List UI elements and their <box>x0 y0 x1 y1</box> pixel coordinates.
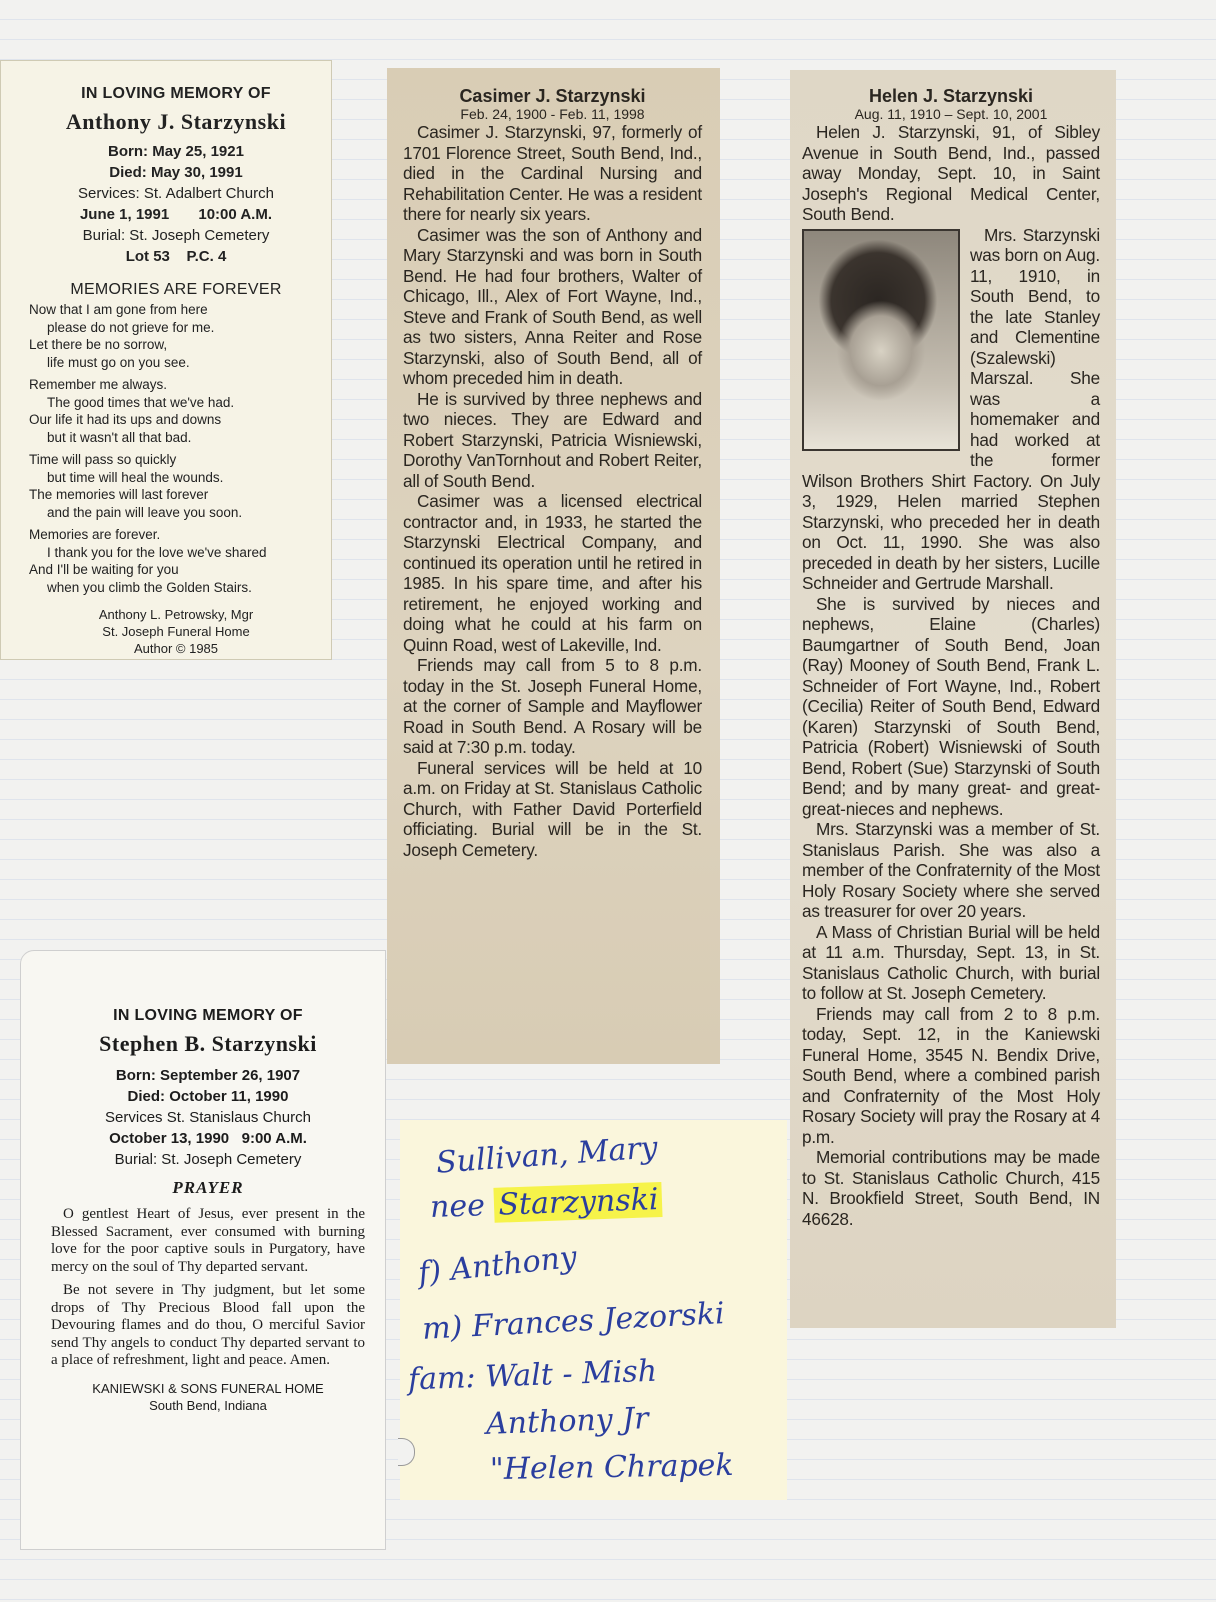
paragraph: Funeral services will be held at 10 a.m. on Friday at St. Stanislaus Catholic Church, with Father David Porterfield officiating. Burial will be in the St. Joseph Cemetery. <box>403 757 702 860</box>
paragraph: Casimer J. Starzynski, 97, formerly of 1701 Florence Street, South Bend, Ind., died in the Cardinal Nursing and Rehabilitation Center. He was a resident there for nearly six years. <box>403 122 702 224</box>
paragraph: A Mass of Christian Burial will be held at 11 a.m. Thursday, Sept. 13, in St. Stanislaus Catholic Church, with burial to follow at St. Joseph Cemetery. <box>802 921 1100 1003</box>
services: Services: St. Adalbert Church <box>78 185 274 202</box>
poem-line: life must go on you see. <box>47 354 190 370</box>
born-date: Born: May 25, 1921 <box>108 143 244 160</box>
poem-line: Memories are forever. <box>29 527 161 542</box>
paragraph: He is survived by three nephews and two nieces. They are Edward and Robert Starzynski, Patricia Wisniewski, Dorothy VanTornhout and Robert Reiter, all of South Bend. <box>403 388 702 491</box>
obituary-title: Helen J. Starzynski <box>868 86 1034 106</box>
paragraph: Casimer was the son of Anthony and Mary Starzynski and was born in South Bend. He had four brothers, Walter of Chicago, Ill., Alex of Fort Wayne, Ind., Steve and Frank of South Bend, as well as two sisters, Anna Reiter and Rose Starzynski, also of South Bend, all of whom preceded him in death. <box>403 224 702 388</box>
paragraph: Mrs. Starzynski was born on Aug. 11, 1910, in South Bend, to the late Stanley and Clementine (Szalewski) Marszal. She was a homemaker and had worked at the former Wilson Brothers Shirt Factory. On July 3, 1929, Helen married Stephen Starzynski, who preceded her in death on Oct. 11, 1990. She was also preceded in death by her sisters, Lucille Schneider and Gertrude Marshall. <box>802 224 1100 593</box>
paragraph: Helen J. Starzynski, 91, of Sibley Avenue in South Bend, Ind., passed away Monday, Sept. 10, in Saint Joseph's Regional Medical Center, South Bend. <box>802 122 1100 224</box>
poem-line: The memories will last forever <box>29 487 209 502</box>
poem-line: please do not grieve for me. <box>47 319 215 335</box>
deceased-name: Anthony J. Starzynski <box>65 109 287 134</box>
poem-line: And I'll be waiting for you <box>29 562 179 577</box>
prayer-title: PRAYER <box>172 1178 244 1197</box>
signature <box>29 606 323 657</box>
prayer-text <box>51 1206 365 1370</box>
funeral-home <box>51 1380 365 1414</box>
card-heading: IN LOVING MEMORY OF <box>81 85 271 102</box>
obituary-body <box>802 122 1100 1229</box>
poem-line: but it wasn't all that bad. <box>47 429 192 445</box>
service-time: June 1, 1991 10:00 A.M. <box>79 206 273 223</box>
sig-line: Anthony L. Petrowsky, Mgr <box>98 607 254 622</box>
obituary-dates: Aug. 11, 1910 – Sept. 10, 2001 <box>854 106 1048 122</box>
obituary-helen <box>790 70 1116 1328</box>
note-line <box>429 1182 663 1225</box>
died-date: Died: May 30, 1991 <box>109 164 243 181</box>
highlighted-surname: Starzynski <box>494 1182 663 1223</box>
note-word: nee <box>429 1188 486 1226</box>
funeral-home-name: KANIEWSKI & SONS FUNERAL HOME <box>92 1380 324 1396</box>
died-date: Died: October 11, 1990 <box>127 1088 289 1105</box>
note-line: f) Anthony <box>416 1239 579 1292</box>
note-line: m) Frances Jezorski <box>421 1296 726 1347</box>
lot: Lot 53 P.C. 4 <box>125 248 227 265</box>
poem-line: and the pain will leave you soon. <box>47 504 243 520</box>
poem-line: Now that I am gone from here <box>29 302 208 317</box>
paragraph: She is survived by nieces and nephews, Elaine (Charles) Baumgartner of South Bend, Joan (Ray) Mooney of South Bend, Frank L. Schneider of Fort Wayne, Ind., Robert (Cecilia) Reiter of South Bend, Edward (Karen) Starzynski of South Bend, Patricia (Robert) Wisniewski of South Bend, Robert (Sue) Starzynski of South Bend; and by many great- and great-great-nieces and nephews. <box>802 593 1100 819</box>
prayer-paragraph: Be not severe in Thy judgment, but let some drops of Thy Precious Blood fall upon the Devouring flames and do thou, O merciful Savior send Thy angels to conduct Thy departed servant to a place of refreshment, light and peace. Amen. <box>51 1282 365 1368</box>
born-date: Born: September 26, 1907 <box>115 1067 301 1084</box>
sig-line: Author © 1985 <box>133 641 219 656</box>
note-notch <box>398 1438 415 1466</box>
funeral-home-city: South Bend, Indiana <box>149 1397 267 1413</box>
poem-line: Remember me always. <box>29 377 168 392</box>
poem <box>29 301 323 596</box>
note-line: Sullivan, Mary <box>435 1130 659 1181</box>
deceased-name: Stephen B. Starzynski <box>99 1031 317 1056</box>
poem-line: Let there be no sorrow, <box>29 337 168 352</box>
note-line: "Helen Chrapek <box>489 1447 734 1488</box>
note-line: Anthony Jr <box>485 1401 650 1442</box>
paragraph: Mrs. Starzynski was a member of St. Stanislaus Parish. She was also a member of the Confraternity of the Most Holy Rosary Society where she served as treasurer for over 20 years. <box>802 819 1100 921</box>
poem-line: but time will heal the wounds. <box>47 469 224 485</box>
obituary-body <box>403 122 702 860</box>
obituary-dates: Feb. 24, 1900 - Feb. 11, 1998 <box>460 106 645 122</box>
note-line: fam: Walt - Mish <box>407 1353 658 1398</box>
obituary-title: Casimer J. Starzynski <box>459 86 646 106</box>
handwritten-note <box>400 1120 787 1500</box>
memorial-card-anthony <box>0 60 332 660</box>
paragraph: Friends may call from 5 to 8 p.m. today in the St. Joseph Funeral Home, at the corner of Sample and Mayflower Road in South Bend. A Rosary will be said at 7:30 p.m. today. <box>403 655 702 757</box>
burial: Burial: St. Joseph Cemetery <box>82 227 270 244</box>
paragraph: Memorial contributions may be made to St. Stanislaus Catholic Church, 415 N. Brookfield Street, South Bend, IN 46628. <box>802 1147 1100 1229</box>
portrait-photo <box>802 229 960 451</box>
prayer-paragraph: O gentlest Heart of Jesus, ever present in the Blessed Sacrament, ever consumed with burning love for the poor captive souls in Purgatory, have mercy on the soul of Thy departed servant. <box>51 1206 365 1275</box>
poem-title: MEMORIES ARE FOREVER <box>70 281 282 298</box>
poem-line: Our life it had its ups and downs <box>29 412 222 427</box>
poem-line: when you climb the Golden Stairs. <box>47 579 252 595</box>
paragraph: Casimer was a licensed electrical contractor and, in 1933, he started the Starzynski Electrical Company, and continued its operation until he retired in 1985. In his spare time, and after his retirement, he enjoyed working and doing what he could at his farm on Quinn Road, west of Lakeville, Ind. <box>403 491 702 655</box>
poem-line: Time will pass so quickly <box>29 452 177 467</box>
service-time: October 13, 1990 9:00 A.M. <box>109 1130 307 1147</box>
memorial-card-stephen <box>20 950 386 1550</box>
paragraph: Friends may call from 2 to 8 p.m. today, Sept. 12, in the Kaniewski Funeral Home, 3545 N. Bendix Drive, South Bend, where a combined parish and Confraternity of the Most Holy Rosary Society will pray the Rosary at 4 p.m. <box>802 1003 1100 1147</box>
services: Services St. Stanislaus Church <box>105 1109 311 1126</box>
sig-line: St. Joseph Funeral Home <box>102 624 250 639</box>
obituary-casimer <box>387 68 720 1064</box>
burial: Burial: St. Joseph Cemetery <box>114 1151 302 1168</box>
poem-line: The good times that we've had. <box>47 394 235 410</box>
card-heading: IN LOVING MEMORY OF <box>113 1007 303 1024</box>
poem-line: I thank you for the love we've shared <box>47 544 267 560</box>
